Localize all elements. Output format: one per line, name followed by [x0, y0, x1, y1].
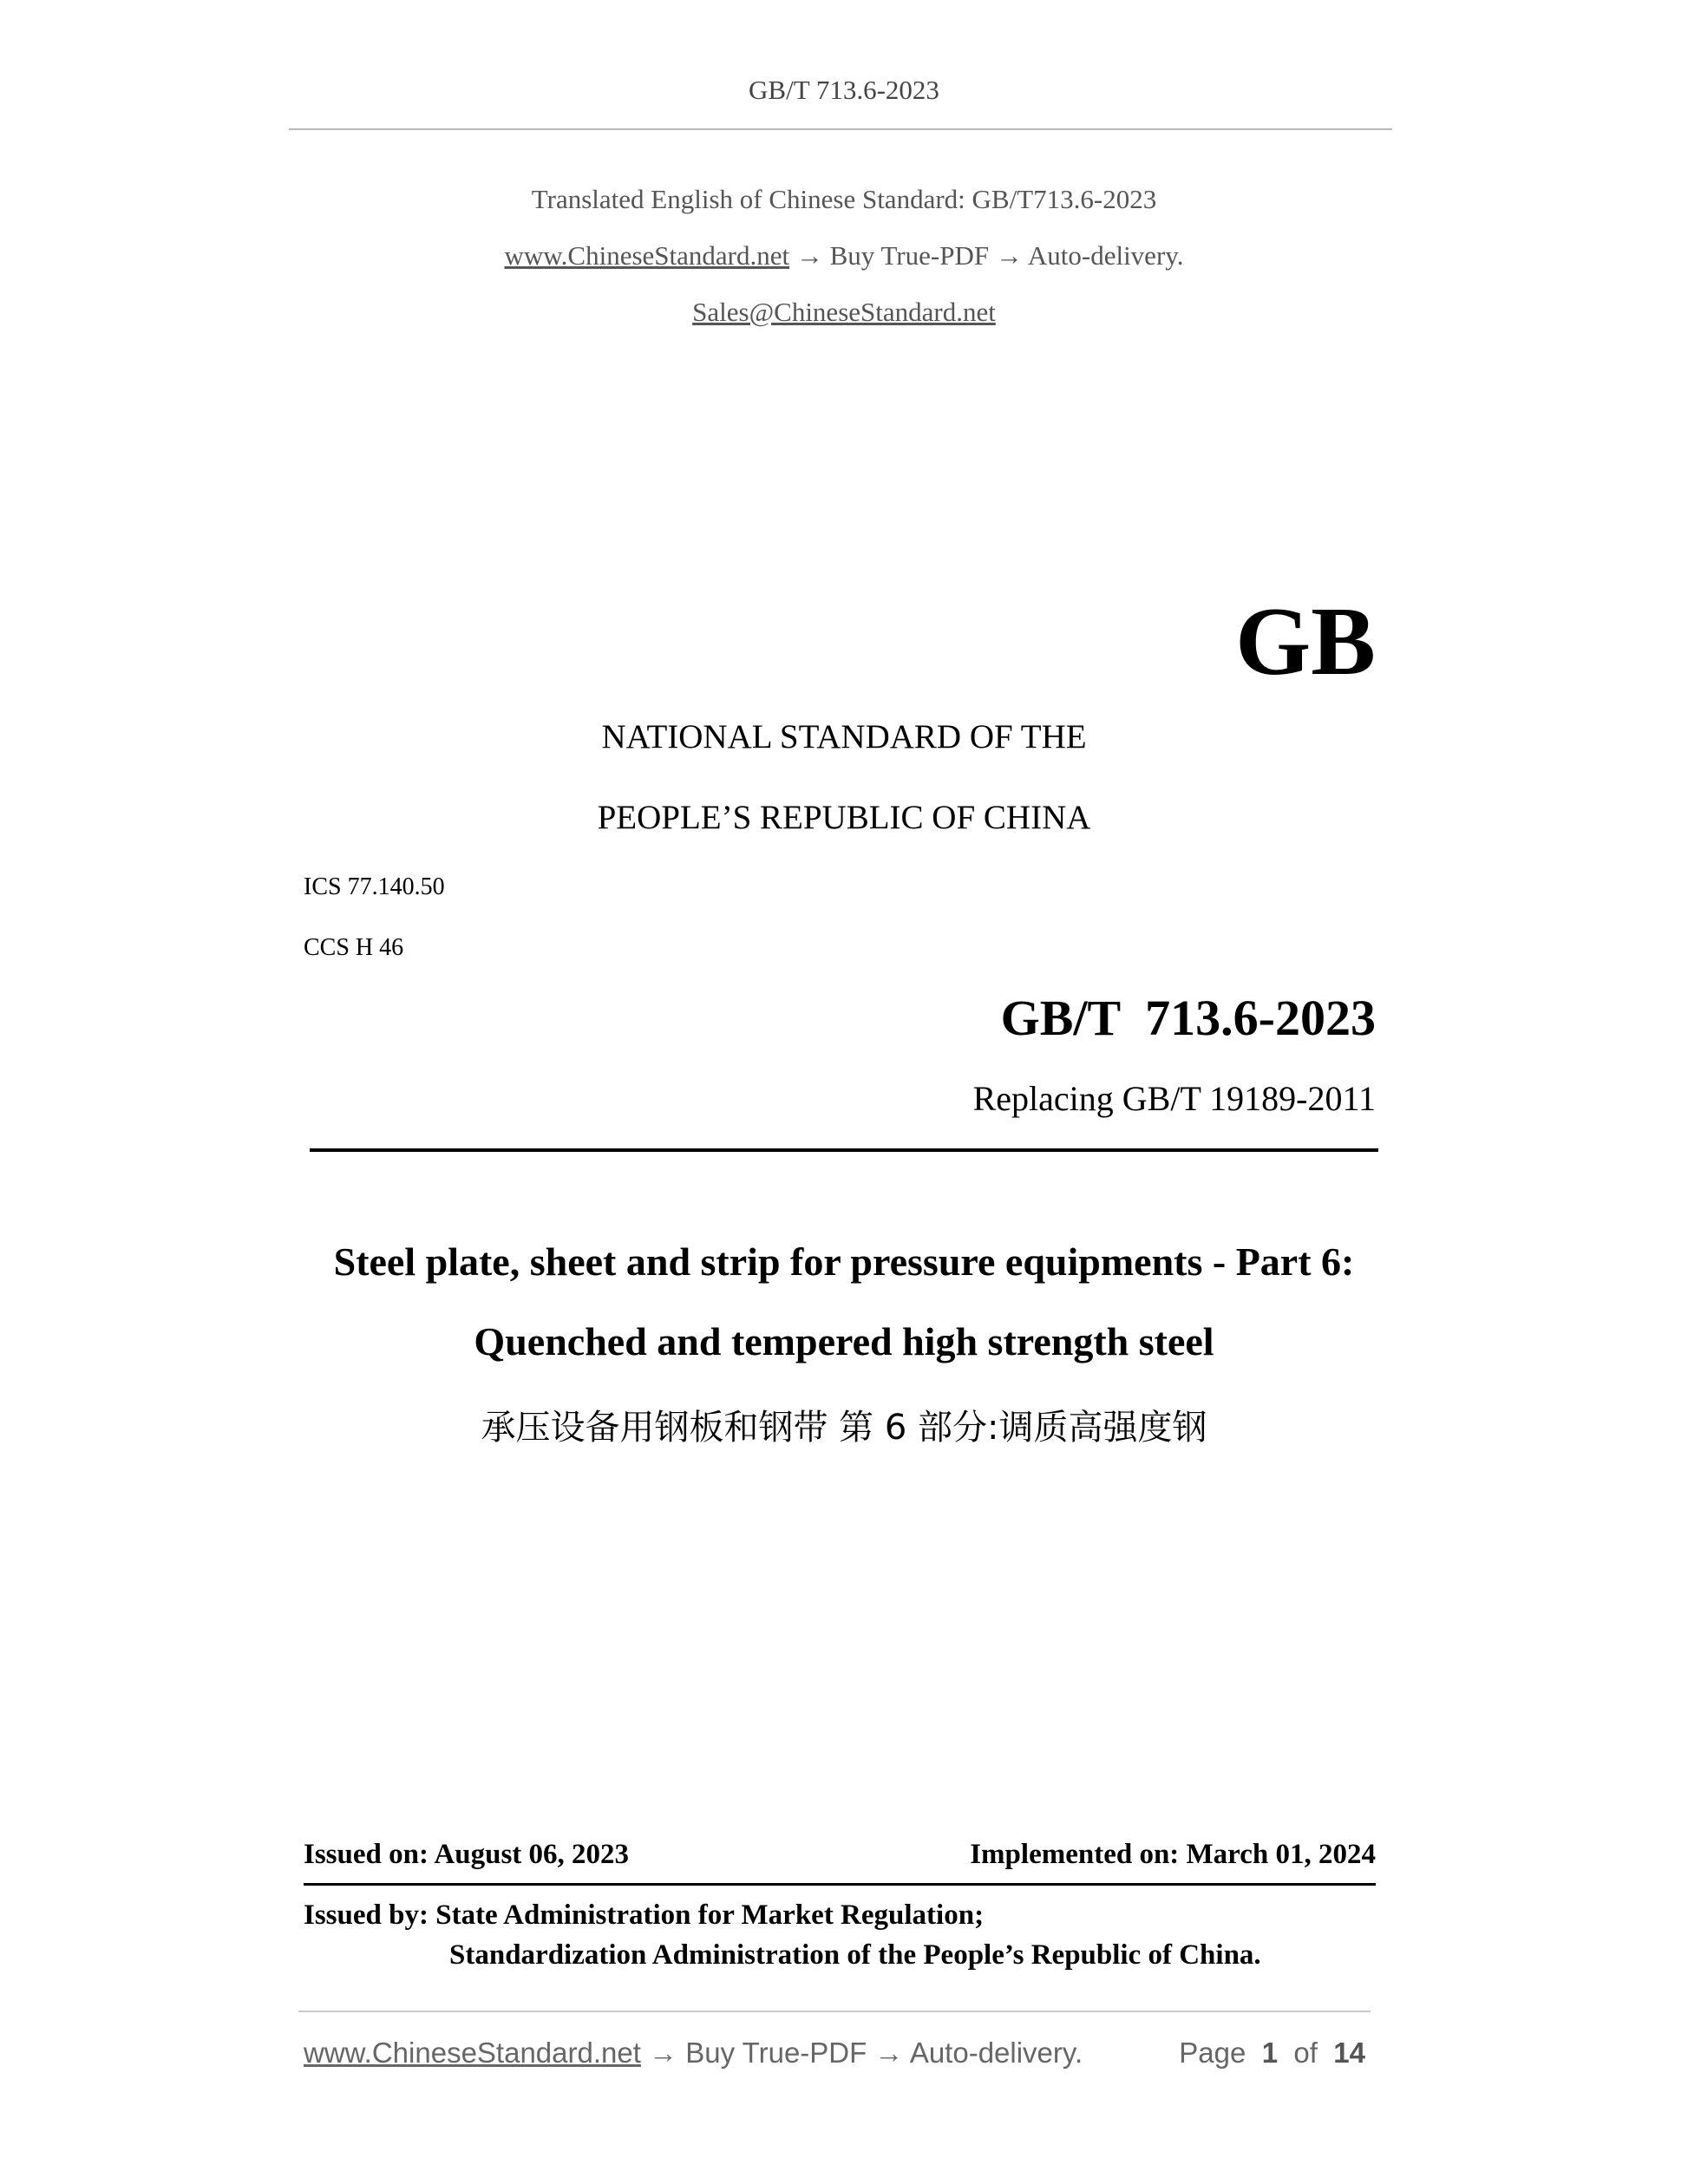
issued-on-date: Issued on: August 06, 2023 [304, 1839, 630, 1870]
national-standard-line2: PEOPLE’S REPUBLIC OF CHINA [597, 799, 1091, 836]
footer-promo [304, 2037, 1083, 2070]
gb-logo: GB [1235, 588, 1376, 696]
sales-email-link[interactable]: Sales@ChineseStandard.net [692, 297, 996, 327]
national-standard-line1: NATIONAL STANDARD OF THE [601, 718, 1087, 755]
replacing-note: Replacing GB/T 19189-2011 [972, 1079, 1376, 1118]
footer-site-link[interactable]: www.ChineseStandard.net [304, 2037, 641, 2069]
issued-by-line1: Issued by: State Administration for Market Regulation; [304, 1900, 985, 1931]
chinese-title: 承压设备用钢板和钢带 第 6 部分:调质高强度钢 [481, 1408, 1207, 1448]
promo-line [0, 240, 1688, 271]
ics-code: ICS 77.140.50 [304, 873, 445, 900]
standard-number: GB/T 713.6-2023 [1000, 990, 1376, 1046]
site-link[interactable]: www.ChineseStandard.net [504, 240, 790, 271]
of-label: of [1293, 2037, 1318, 2069]
header-divider [289, 128, 1392, 130]
dates-divider [304, 1883, 1376, 1886]
implemented-on-date: Implemented on: March 01, 2024 [970, 1839, 1376, 1870]
promo-email-line [0, 297, 1688, 328]
footer-divider [298, 2011, 1371, 2012]
page-indicator [1179, 2037, 1365, 2070]
page-total: 14 [1333, 2037, 1365, 2069]
page-current: 1 [1261, 2037, 1279, 2069]
footer-delivery-text: → Buy True-PDF → Auto-delivery. [640, 2037, 1083, 2069]
translation-notice: Translated English of Chinese Standard: GB/T713.6-2023 [531, 184, 1157, 214]
document-title-line2: Quenched and tempered high strength steel [474, 1319, 1214, 1363]
page-label: Page [1179, 2037, 1246, 2069]
title-divider [310, 1148, 1378, 1152]
document-title-line1: Steel plate, sheet and strip for pressure equipments - Part 6: [333, 1239, 1355, 1284]
issued-by-line2: Standardization Administration of the People’s Republic of China. [449, 1939, 1261, 1971]
ccs-code: CCS H 46 [304, 934, 404, 961]
running-header: GB/T 713.6-2023 [749, 75, 939, 105]
promo-delivery-text: → Buy True-PDF → Auto-delivery. [789, 240, 1184, 271]
